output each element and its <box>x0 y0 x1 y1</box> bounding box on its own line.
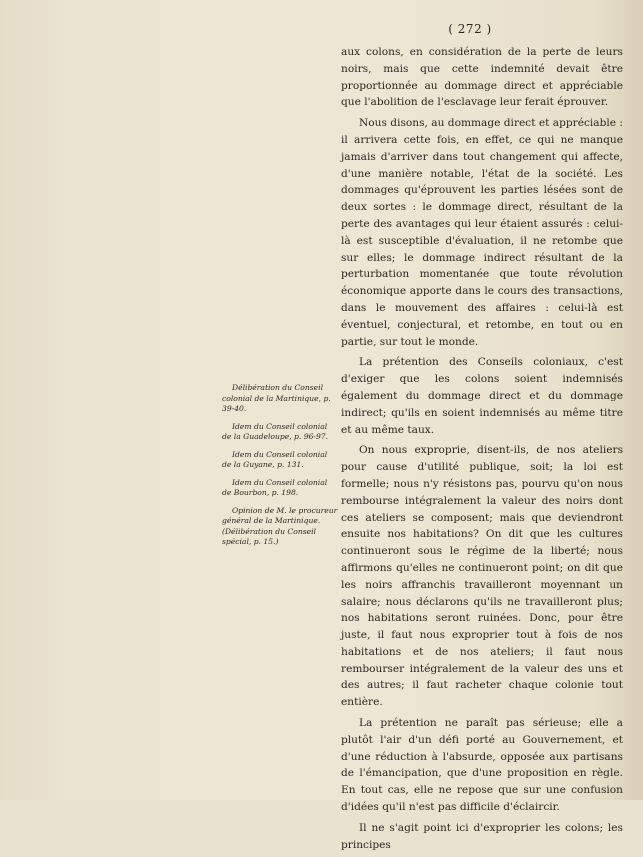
paragraph: La prétention ne paraît pas sérieuse; elle a plutôt l'air d'un défi porté au Gouvernement, et d'une réduction à l'absurde, opposée aux partisans de l'émancipation, que d'une proposition en règle. En tout cas, elle ne repose que sur une confusion d'idées qu'il n'est pas difficile d'éclaircir. <box>341 717 623 814</box>
margin-note: Idem du Conseil colonial de Bourbon, p. 198. <box>222 477 328 497</box>
main-text-column <box>341 44 623 857</box>
margin-note: Opinion de M. le procureur général de la Martinique. (Délibération du Conseil spécial, p. 15.) <box>222 505 338 546</box>
margin-note: Idem du Conseil colonial de la Guyane, p. 131. <box>222 449 328 469</box>
paragraph: aux colons, en considération de la perte de leurs noirs, mais que cette indemnité devait être proportionnée au dommage direct et appréciable que l'abolition de l'esclavage leur ferait éprouver. <box>341 46 623 109</box>
margin-notes <box>222 383 338 555</box>
page-number: ( 272 ) <box>448 22 492 36</box>
margin-note: Idem du Conseil colonial de la Guadeloupe, p. 96-97. <box>222 421 329 441</box>
paragraph: Il ne s'agit point ici d'exproprier les colons; les principes <box>341 821 623 851</box>
paragraph: On nous exproprie, disent-ils, de nos ateliers pour cause d'utilité publique, soit; la loi est formelle; nous n'y résistons pas, pourvu qu'on nous rembourse intégralement la valeur des noirs dont ces ateliers se composent; mais que deviendront ensuite nos habitations? On dit que les cultures continueront sous le régime de la liberté; nous affirmons qu'elles ne continueront point; on dit que les noirs affranchis travailleront moyennant un salaire; nous déclarons qu'ils ne travailleront plus; nos habitations seront ruinées. Donc, pour être juste, il faut nous exproprier tout à fois de nos habitations et de nos ateliers; il faut nous rembourser intégralement de la valeur des uns et des autres; il faut racheter chaque colonie tout entière. <box>341 444 623 709</box>
paragraph: La prétention des Conseils coloniaux, c'est d'exiger que les colons soient indemnisés également du dommage direct et du dommage indirect; qu'ils en soient indemnisés au même titre et au même taux. <box>341 356 623 436</box>
paragraph: Nous disons, au dommage direct et appréciable : il arrivera cette fois, en effet, ce qui ne manque jamais d'arriver dans tout changement qui affecte, d'une manière notable, l'état de la société. Les dommages qu'éprouvent les parties lésées sont de deux sortes : le dommage direct, résultant de la perte des avantages qui leur étaient assurés : celui-là est susceptible d'évaluation, il ne retombe que sur elles; le dommage indirect résultant de la perturbation momentanée que toute révolution économique apporte dans le cours des transactions, dans le mouvement des affaires : celui-là est éventuel, conjectural, et retombe, en tout ou en partie, sur tout le monde. <box>341 117 623 348</box>
margin-note: Délibération du Conseil colonial de la Martinique, p. 39-40. <box>222 383 331 413</box>
